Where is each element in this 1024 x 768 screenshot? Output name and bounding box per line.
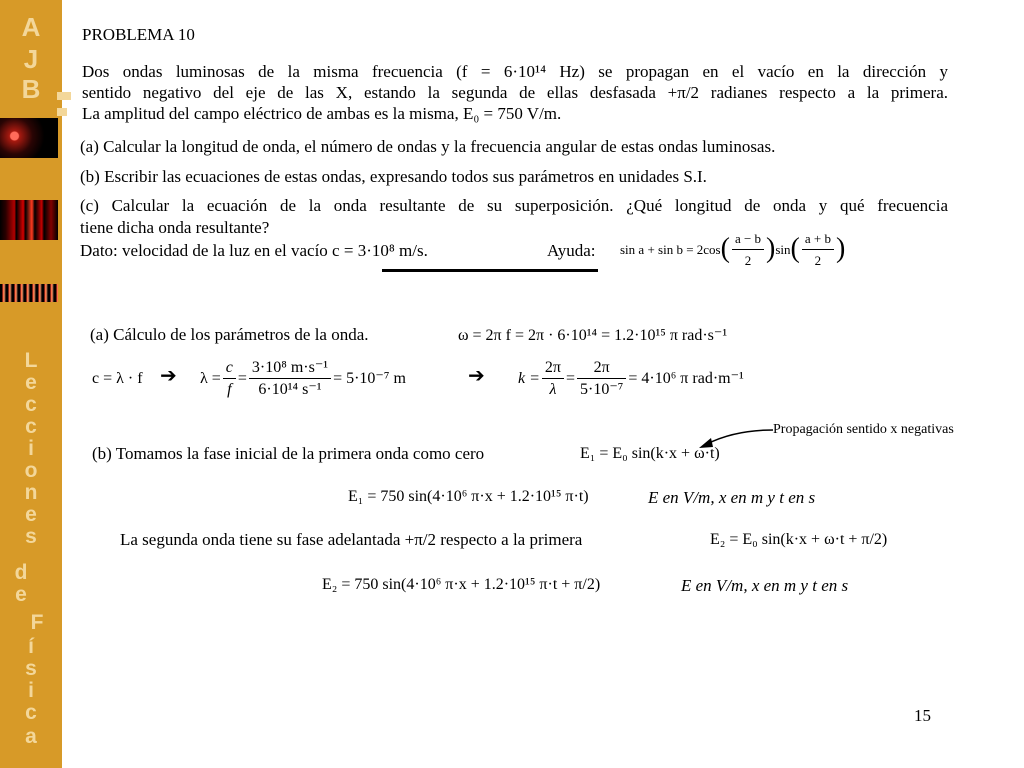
second-wave-text: La segunda onda tiene su fase adelantada +π/2 respecto a la primera xyxy=(120,530,583,549)
k-equation xyxy=(518,354,744,402)
lambda-result: = 5·10⁻⁷ m xyxy=(333,369,406,387)
hint-frac2-num: a + b xyxy=(802,228,834,250)
part-c-line-2: tiene dicha onda resultante? xyxy=(80,218,270,237)
hint-formula xyxy=(620,227,845,271)
sidebar-letter: s xyxy=(25,657,37,680)
given-data: Dato: velocidad de la luz en el vacío c = 3·10⁸ m/s. xyxy=(80,241,428,260)
sidebar-letter: e xyxy=(25,503,37,526)
section-divider xyxy=(382,269,598,272)
solution-a-heading: (a) Cálculo de los parámetros de la onda. xyxy=(90,325,369,344)
sidebar-letter: o xyxy=(24,459,38,482)
lambda-f2-num: 3·10⁸ m·s⁻¹ xyxy=(249,357,331,379)
sidebar-letter: í xyxy=(28,635,34,658)
sidebar-letter: n xyxy=(24,481,38,504)
sidebar-letter: c xyxy=(25,393,37,416)
paren-open: ( xyxy=(720,233,730,264)
lambda-equation xyxy=(200,354,406,402)
statement-line-1: Dos ondas luminosas de la misma frecuencia (f = 6·10¹⁴ Hz) se propagan en el vacío en la dirección y xyxy=(82,62,948,81)
k-fraction-1 xyxy=(542,357,564,400)
page-number: 15 xyxy=(914,706,931,725)
part-c-line-1: (c) Calcular la ecuación de la onda resultante de su superposición. ¿Qué longitud de onda y qué frecuencia xyxy=(80,196,948,215)
sidebar-letter: d xyxy=(14,561,28,584)
k-f1-num: 2π xyxy=(542,357,564,379)
lambda-lhs: λ = xyxy=(200,369,221,387)
sidebar-letter: e xyxy=(15,583,27,606)
problem-title: PROBLEMA 10 xyxy=(82,25,195,44)
statement-line-2: sentido negativo del eje de las X, estando la segunda de ellas desfasada +π/2 radianes respecto a la primera. xyxy=(82,83,948,102)
arrow-icon: ➔ xyxy=(468,365,485,387)
sidebar-letter-b: B xyxy=(21,74,41,104)
equals-sign: = xyxy=(237,369,247,387)
laser-thumbnail-2 xyxy=(0,200,58,240)
k-f1-den: λ xyxy=(549,380,557,398)
k-f2-den: 5·10⁻⁷ xyxy=(580,380,624,398)
k-result: = 4·10⁶ π rad·m⁻¹ xyxy=(628,369,744,387)
sidebar-letter-j: J xyxy=(23,44,39,74)
arrow-icon: ➔ xyxy=(160,365,177,387)
solution-b-heading: (b) Tomamos la fase inicial de la primera onda como cero xyxy=(92,444,485,463)
sidebar-letter: c xyxy=(25,415,37,438)
sidebar-tick xyxy=(57,92,71,100)
lambda-f1-den: f xyxy=(227,380,232,398)
hint-formula-left: sin a + sin b = 2cos xyxy=(620,241,721,257)
sidebar-letter-a: A xyxy=(21,12,41,42)
omega-equation: ω = 2π f = 2π · 6·10¹⁴ = 1.2·10¹⁵ π rad·s⁻¹ xyxy=(458,327,728,344)
sidebar-letter: s xyxy=(25,525,37,548)
sidebar-letter: c xyxy=(25,701,37,724)
statement-line-3: La amplitud del campo eléctrico de ambas es la misma, E₀ = 750 V/m. xyxy=(82,104,562,123)
k-fraction-2 xyxy=(577,357,626,400)
hint-frac1-num: a − b xyxy=(732,228,764,250)
hint-fraction-1 xyxy=(732,228,764,271)
sidebar-letter: i xyxy=(28,437,34,460)
propagation-annotation: Propagación sentido x negativas xyxy=(773,422,954,437)
hint-formula-mid: sin xyxy=(775,241,791,257)
paren-open: ( xyxy=(790,233,800,264)
e1-general-equation: E₁ = E₀ sin(k·x + ω·t) xyxy=(580,445,720,462)
laser-thumbnail-1 xyxy=(0,118,58,158)
sidebar xyxy=(0,0,62,768)
k-lhs: k = xyxy=(518,369,540,387)
equals-sign: = xyxy=(565,369,576,387)
hint-fraction-2 xyxy=(802,228,834,271)
k-f2-num: 2π xyxy=(577,357,626,379)
sidebar-letter: F xyxy=(30,611,44,634)
sidebar-letter: e xyxy=(25,371,37,394)
e1-numeric-equation: E₁ = 750 sin(4·10⁶ π·x + 1.2·10¹⁵ π·t) xyxy=(348,488,589,505)
e2-general-equation: E₂ = E₀ sin(k·x + ω·t + π/2) xyxy=(710,531,888,548)
hint-frac1-den: 2 xyxy=(744,252,752,268)
e2-numeric-equation: E₂ = 750 sin(4·10⁶ π·x + 1.2·10¹⁵ π·t + π/2) xyxy=(322,576,601,593)
sidebar-tick xyxy=(57,108,67,116)
paren-close: ) xyxy=(766,233,776,264)
laser-thumbnail-3 xyxy=(0,284,58,302)
sidebar-letter: L xyxy=(24,349,38,372)
sidebar-letter: i xyxy=(28,679,34,702)
paren-close: ) xyxy=(835,233,846,264)
hint-label: Ayuda: xyxy=(547,241,596,260)
part-a: (a) Calcular la longitud de onda, el número de ondas y la frecuencia angular de estas ondas luminosas. xyxy=(80,137,776,156)
part-b: (b) Escribir las ecuaciones de estas ondas, expresando todos sus parámetros en unidades S.I. xyxy=(80,167,707,186)
lambda-fraction-1 xyxy=(223,357,236,400)
sidebar-letter: a xyxy=(25,725,37,748)
units-note-1: E en V/m, x en m y t en s xyxy=(648,488,816,507)
c-equation: c = λ · f xyxy=(92,370,143,387)
problem-statement xyxy=(82,61,948,124)
units-note-2: E en V/m, x en m y t en s xyxy=(681,576,849,595)
lambda-f1-num: c xyxy=(223,357,236,379)
hint-frac2-den: 2 xyxy=(814,252,822,268)
lambda-fraction-2 xyxy=(249,357,331,400)
lambda-f2-den: 6·10¹⁴ s⁻¹ xyxy=(258,380,322,398)
